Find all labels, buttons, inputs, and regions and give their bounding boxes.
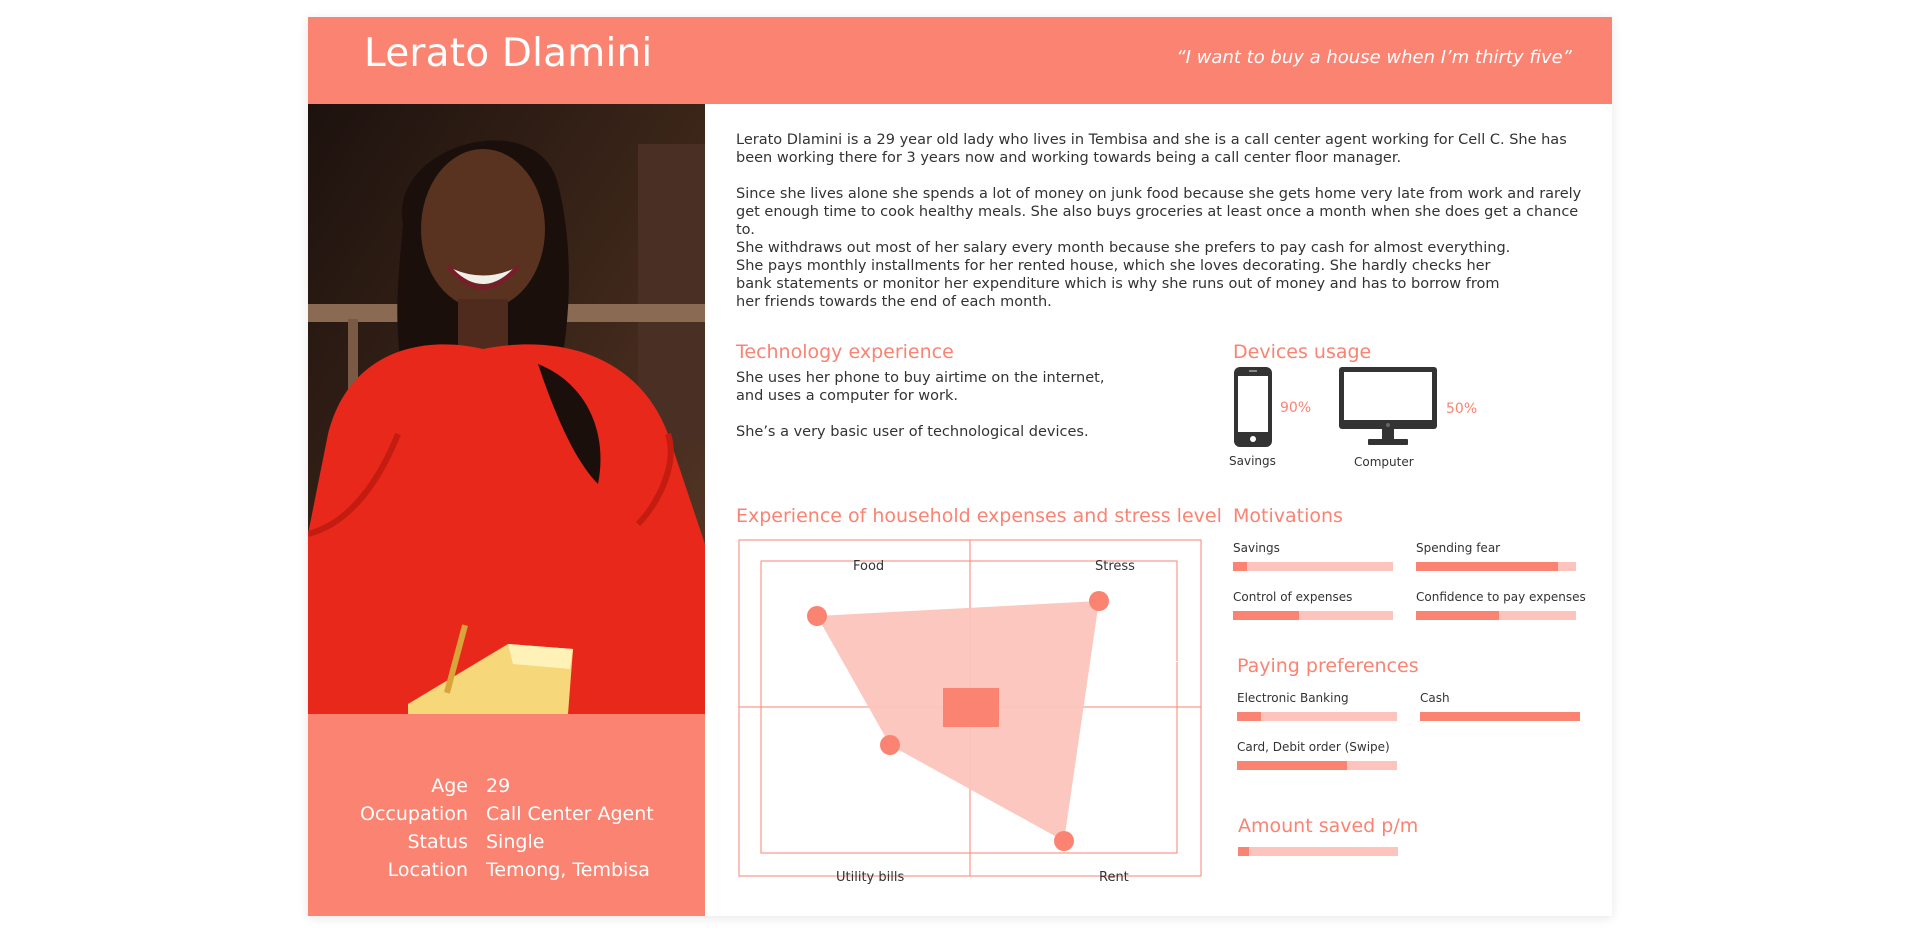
quadrant-label-stress: Stress <box>1095 559 1135 574</box>
smartphone-icon <box>1233 366 1273 448</box>
center-level-label: Low <box>1172 651 1196 665</box>
motivation-label: Confidence to pay expenses <box>1416 590 1586 604</box>
fact-value: Call Center Agent <box>486 803 654 825</box>
quadrant-label-utility-bills: Utility bills <box>836 870 905 885</box>
paying-bar-card-debit <box>1237 761 1397 770</box>
bar-fill <box>1237 712 1261 721</box>
fact-label: Location <box>387 859 468 881</box>
persona-quote: “I want to buy a house when I’m thirty five” <box>1176 47 1572 68</box>
motivations-title: Motivations <box>1233 505 1343 527</box>
motivation-bar-spending-fear <box>1416 562 1576 571</box>
header <box>308 17 1612 104</box>
point-stress <box>1089 591 1109 611</box>
fact-label: Status <box>407 831 468 853</box>
fact-location <box>308 856 654 884</box>
motivation-bar-confidence <box>1416 611 1576 620</box>
motivation-label: Savings <box>1233 541 1280 555</box>
computer-label: Computer <box>1354 455 1414 469</box>
persona-photo-illustration <box>308 104 705 714</box>
fact-occupation <box>308 800 654 828</box>
facts-table <box>308 772 654 884</box>
technology-text-1: She uses her phone to buy airtime on the internet, and uses a computer for work. <box>736 370 1105 404</box>
amount-saved-bar <box>1238 847 1398 856</box>
monitor-icon <box>1338 366 1438 448</box>
fact-value: 29 <box>486 775 511 797</box>
motivation-bar-savings <box>1233 562 1393 571</box>
expenses-title: Experience of household expenses and stress level <box>736 505 1222 527</box>
bio-paragraph-1: Lerato Dlamini is a 29 year old lady who lives in Tembisa and she is a call center agent working for Cell C. She has been working there for 3 years now and working towards being a call center floor manager. <box>736 132 1567 166</box>
paying-bar-electronic-banking <box>1237 712 1397 721</box>
phone-percent: 90% <box>1280 400 1312 416</box>
point-food <box>807 606 827 626</box>
fact-status <box>308 828 654 856</box>
technology-title: Technology experience <box>736 341 954 363</box>
bar-fill <box>1237 761 1347 770</box>
paying-label: Electronic Banking <box>1237 691 1349 705</box>
point-rent <box>1054 831 1074 851</box>
bar-fill <box>1416 611 1499 620</box>
center-label-box <box>943 688 999 727</box>
paying-label: Card, Debit order (Swipe) <box>1237 740 1390 754</box>
persona-card <box>308 17 1612 916</box>
bio-paragraph-3: She withdraws out most of her salary every month because she prefers to pay cash for almost everything. She pays monthly installments for her rented house, which she loves decorating. She hardly checks her bank statements or monitor her expenditure which is why she runs out of money and has to borrow from her friends towards the end of each month. <box>736 240 1511 310</box>
motivation-label: Control of expenses <box>1233 590 1353 604</box>
persona-facts <box>308 714 705 916</box>
bar-fill <box>1420 712 1580 721</box>
main-content <box>705 104 1612 916</box>
bar-fill <box>1416 562 1558 571</box>
bar-fill <box>1233 611 1299 620</box>
paying-label: Cash <box>1420 691 1450 705</box>
fact-age <box>308 772 654 800</box>
amount-saved-title: Amount saved p/m <box>1238 815 1419 837</box>
bar-fill <box>1238 847 1249 856</box>
fact-label: Age <box>431 775 468 797</box>
phone-label: Savings <box>1229 454 1276 468</box>
devices-title: Devices usage <box>1233 341 1372 363</box>
bar-fill <box>1233 562 1247 571</box>
motivation-label: Spending fear <box>1416 541 1501 555</box>
bio-paragraph-2: Since she lives alone she spends a lot of money on junk food because she gets home very late from work and rarely get enough time to cook healthy meals. She also buys groceries at least once a month when she does get a chance to. <box>736 186 1582 238</box>
persona-name: Lerato Dlamini <box>364 31 653 76</box>
expenses-stress-diagram <box>738 539 1204 879</box>
paying-bar-cash <box>1420 712 1580 721</box>
quadrant-label-food: Food <box>853 559 885 574</box>
fact-value: Temong, Tembisa <box>486 859 650 881</box>
fact-value: Single <box>486 831 545 853</box>
persona-photo <box>308 104 705 714</box>
technology-text-2: She’s a very basic user of technological devices. <box>736 424 1089 440</box>
motivation-bar-control-of-expenses <box>1233 611 1393 620</box>
quadrant-label-rent: Rent <box>1099 870 1129 885</box>
point-utility-bills <box>880 735 900 755</box>
fact-label: Occupation <box>360 803 468 825</box>
computer-percent: 50% <box>1446 401 1478 417</box>
paying-title: Paying preferences <box>1237 655 1419 677</box>
